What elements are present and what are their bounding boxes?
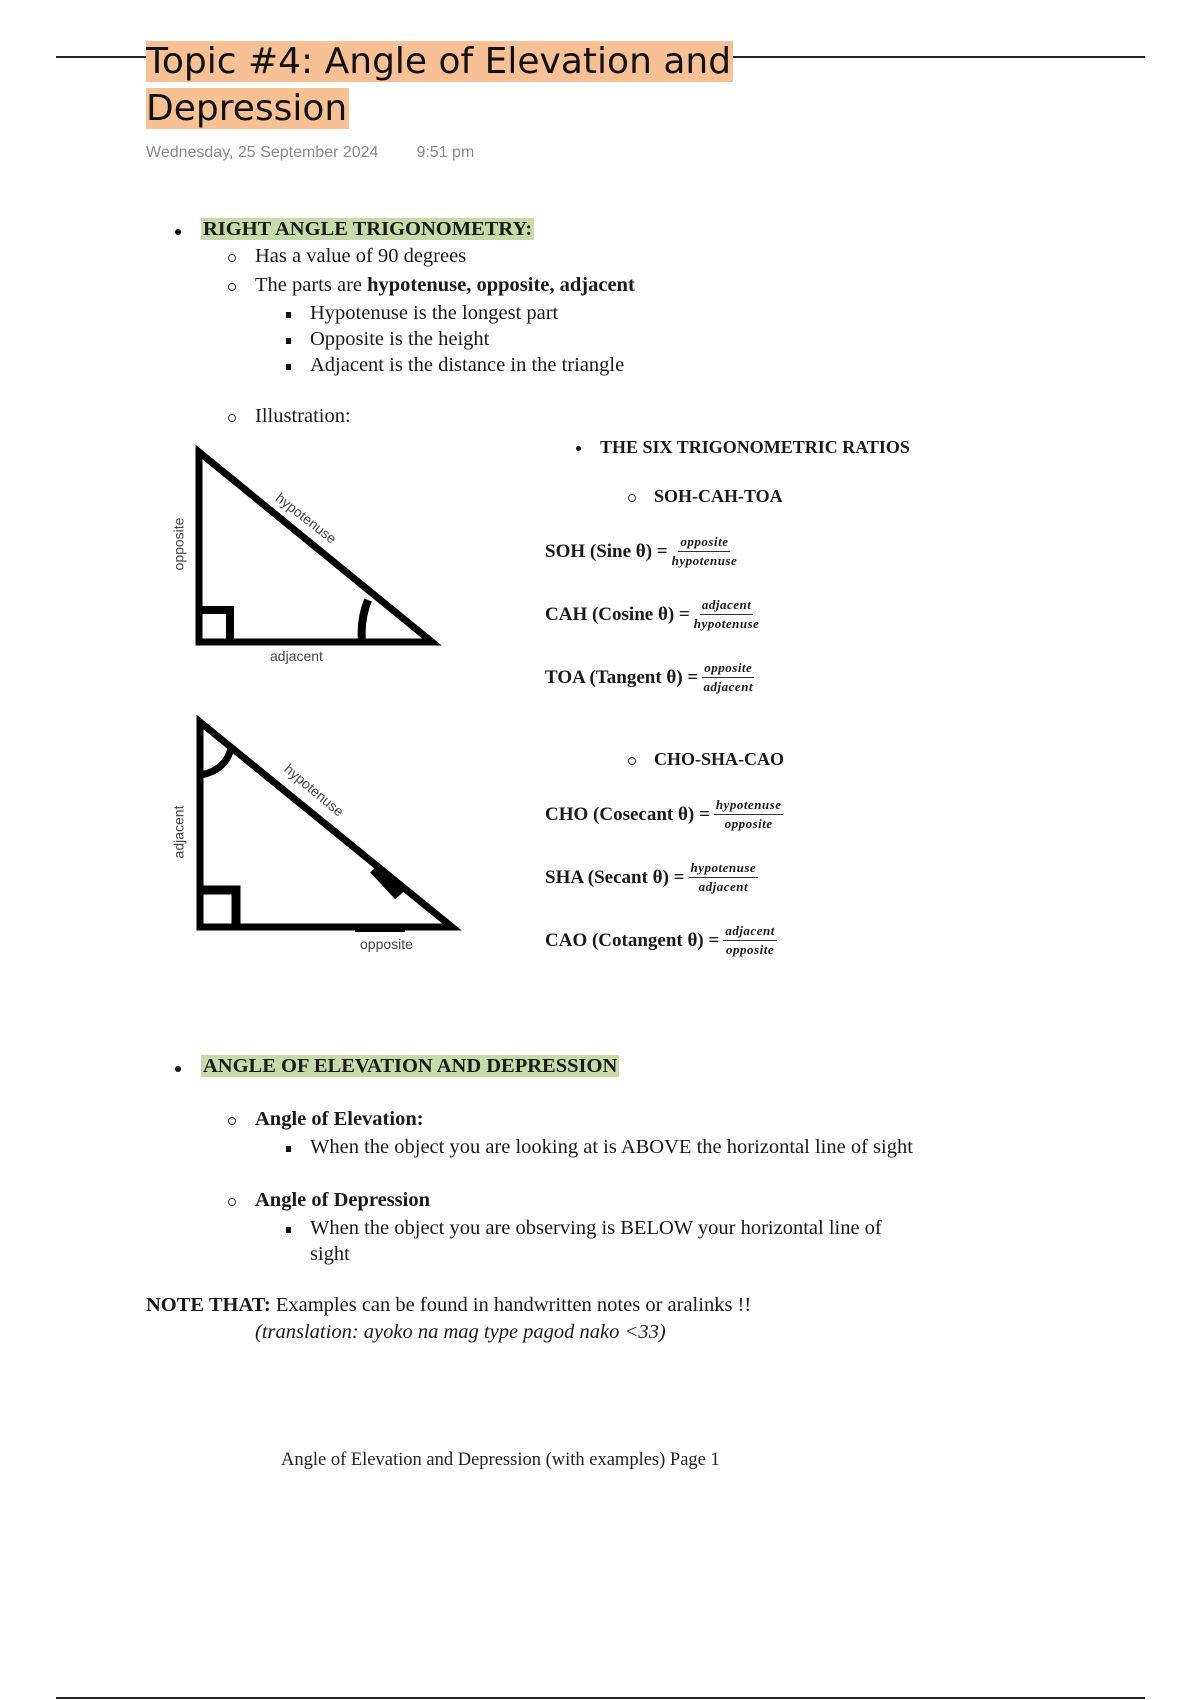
elevation-description: When the object you are looking at is ABOVE the horizontal line of sight bbox=[310, 1136, 913, 1158]
depression-description: When the object you are observing is BELOW your horizontal line of bbox=[310, 1217, 882, 1239]
circle-bullet-icon bbox=[228, 1117, 236, 1125]
group-heading-cho-sha-cao: CHO-SHA-CAO bbox=[654, 749, 784, 769]
list-item: Adjacent is the distance in the triangle bbox=[310, 354, 625, 376]
triangle-2 bbox=[200, 722, 452, 928]
bullet-icon bbox=[576, 446, 581, 451]
title-line-2: Depression bbox=[146, 88, 348, 129]
circle-bullet-icon bbox=[628, 494, 636, 502]
list-item: Hypotenuse is the longest part bbox=[310, 302, 559, 324]
title-line-1: Topic #4: Angle of Elevation and bbox=[146, 41, 732, 82]
list-item: Opposite is the height bbox=[310, 328, 490, 350]
formula-cotangent: CAO (Cotangent θ) = $\frac{\text{adjacent}}{\text{opposite}}$ bbox=[545, 923, 775, 957]
formula-secant: SHA (Secant θ) = $\frac{\text{hypotenuse}}{\text{adjacent}}$ bbox=[545, 860, 757, 894]
formula-cosine: CAH (Cosine θ) = $\frac{\text{adjacent}}{\text{hypotenuse}}$ bbox=[545, 597, 760, 631]
list-item: The parts are hypotenuse, opposite, adjacent bbox=[255, 274, 635, 296]
list-item: Illustration: bbox=[255, 405, 351, 427]
label-hypotenuse: hypotenuse bbox=[272, 489, 340, 547]
section-heading-right-angle: RIGHT ANGLE TRIGONOMETRY: bbox=[203, 218, 533, 240]
formula-cosecant: CHO (Cosecant θ) = $\frac{\text{hypotenuse}}{\text{opposite}}$ bbox=[545, 797, 782, 831]
square-bullet-icon bbox=[286, 1227, 291, 1233]
circle-bullet-icon bbox=[628, 757, 636, 765]
ratios-heading: THE SIX TRIGONOMETRIC RATIOS bbox=[600, 437, 910, 457]
triangle-1 bbox=[199, 452, 432, 642]
label-adjacent: adjacent bbox=[270, 648, 323, 664]
label-hypotenuse: hypotenuse bbox=[281, 760, 348, 820]
depression-title: Angle of Depression bbox=[255, 1189, 431, 1211]
label-opposite: opposite bbox=[170, 517, 187, 571]
date: Wednesday, 25 September 2024 bbox=[146, 144, 379, 161]
note: NOTE THAT: Examples can be found in handwritten notes or aralinks !! bbox=[146, 1294, 752, 1316]
label-adjacent: adjacent bbox=[170, 805, 187, 859]
bottom-rule bbox=[56, 1697, 1145, 1699]
depression-description-cont: sight bbox=[310, 1243, 350, 1265]
formula-sine: SOH (Sine θ) = $\frac{\text{opposite}}{\text{hypotenuse}}$ bbox=[545, 534, 738, 568]
elevation-title: Angle of Elevation: bbox=[255, 1108, 424, 1130]
triangle-diagrams bbox=[0, 0, 500, 1000]
time: 9:51 pm bbox=[416, 144, 475, 161]
square-bullet-icon bbox=[286, 1146, 291, 1152]
label-opposite: opposite bbox=[360, 936, 413, 952]
note-translation: (translation: ayoko na mag type pagod nako <33) bbox=[255, 1321, 666, 1343]
section-heading-elevation-depression: ANGLE OF ELEVATION AND DEPRESSION bbox=[203, 1055, 618, 1077]
bullet-icon bbox=[175, 1066, 181, 1072]
group-heading-soh-cah-toa: SOH-CAH-TOA bbox=[654, 486, 783, 506]
circle-bullet-icon bbox=[228, 1198, 236, 1206]
list-item: Has a value of 90 degrees bbox=[255, 245, 467, 267]
page-footer: Angle of Elevation and Depression (with examples) Page 1 bbox=[281, 1450, 720, 1470]
formula-tangent: TOA (Tangent θ) = $\frac{\text{opposite}}{\text{adjacent}}$ bbox=[545, 660, 754, 694]
